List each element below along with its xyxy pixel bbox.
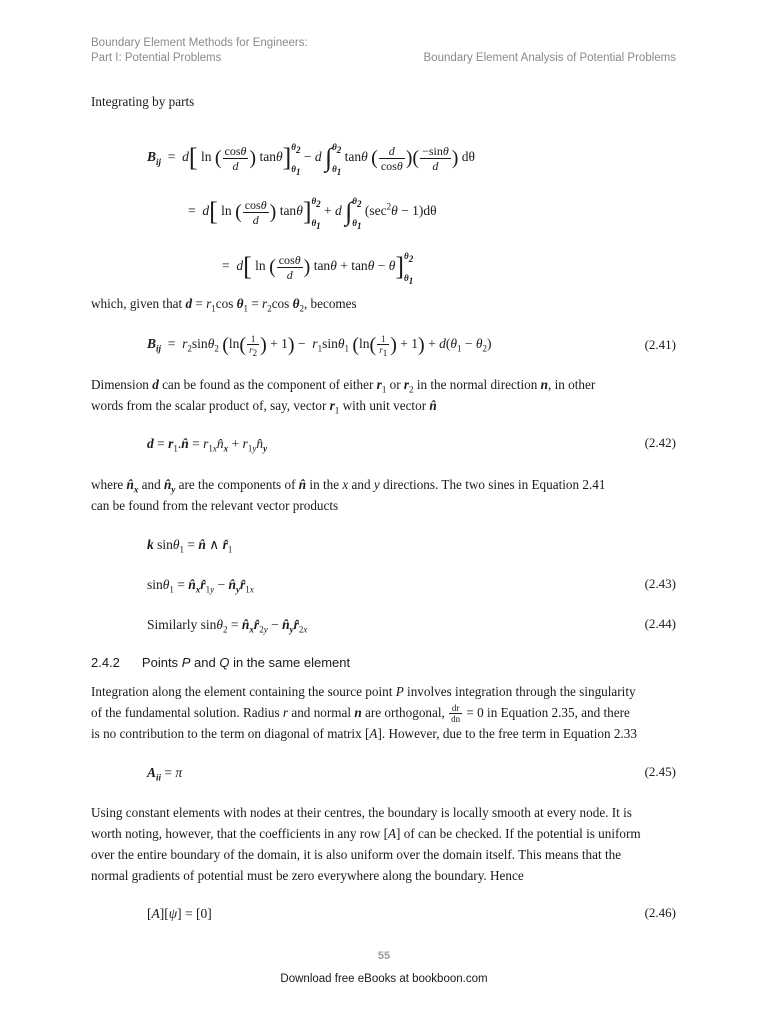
running-header-part: Part I: Potential Problems [91, 52, 222, 64]
equation-2-44: Similarly $\sin\theta_2 = n̂_xr̂_{2y}$ − $n̂_yr̂_{2x}$ [147, 617, 308, 635]
equation-number-2-42: (2.42) [644, 435, 676, 450]
equation-number-2-44: (2.44) [644, 616, 676, 631]
equation-bij-line2: = d[ ln ( $\frac{\cos\theta}{d}$ ) tanθ] $\theta_2$ $\theta_1$ + d ∫ $\theta_2$ $\theta_1$ $(\sec^2\theta - 1)d\theta$ [188, 196, 437, 231]
section-heading: 2.4.2 Points P and Q in the same element [91, 655, 351, 670]
paragraph-integration-line2: of the fundamental solution. Radius r and normal n are orthogonal, $\frac{dr}{dn}$ = 0 in Equation 2.35, and there [91, 703, 630, 725]
running-header-chapter: Boundary Element Analysis of Potential Problems [423, 52, 676, 64]
equation-2-41: $B_{ij} = r_2\sin\theta_2$ (ln( $\frac{1}{r_2}$ ) + $1) - r_1\sin\theta_1$ (ln( $\frac{1}{r_1}$ ) + $1) + d(\theta_1 - \theta_2)$ [147, 333, 492, 359]
equation-2-42: $d = r_1.n̂$ = $r_{1x}n̂_x$ + $r_{1y}n̂_y$ [147, 436, 268, 454]
equation-number-2-46: (2.46) [644, 905, 676, 920]
page-number: 55 [377, 950, 391, 962]
paragraph-where-line1: where $n̂_x$ and $n̂_y$ are the components of n̂ in the x and y directions. The two sines in Equation 2.41 [91, 477, 606, 495]
running-header-book-title: Boundary Element Methods for Engineers: [91, 37, 308, 49]
which-given-text: which, given that $d = r_1\cos$ $\theta_1 = r_2\cos$ $\theta_2$, becomes [91, 296, 357, 314]
paragraph-integration-line1: Integration along the element containing the source point P involves integration through the singularity [91, 684, 636, 699]
equation-2-43: $\sin\theta_1 = n̂_xr̂_{1y}$ − $n̂_yr̂_{1x}$ [147, 577, 254, 595]
intro-text: Integrating by parts [91, 94, 195, 109]
paragraph-constant-line1: Using constant elements with nodes at their centres, the boundary is locally smooth at every node. It is [91, 805, 632, 820]
equation-2-45: $A_{ii} = \pi$ [147, 765, 183, 783]
footer-download-link[interactable]: Download free eBooks at bookboon.com [280, 973, 488, 985]
paragraph-where-line2: can be found from the relevant vector products [91, 498, 339, 513]
equation-number-2-45: (2.45) [644, 764, 676, 779]
paragraph-dimension-line1: Dimension d can be found as the component of either $r_1$ or $r_2$ in the normal direction n, in other [91, 377, 596, 395]
equation-k-sin: k sinθ$_1$ = n̂ ∧ $r̂_1$ [147, 537, 233, 555]
equation-bij-line3: = d[ ln ( $\frac{\cos\theta}{d}$ ) tanθ + tanθ − θ] $\theta_2$ $\theta_1$ [222, 251, 414, 286]
paragraph-dimension-line2: words from the scalar product of, say, vector $r_1$ with unit vector n̂ [91, 398, 437, 416]
equation-bij-line1: $B_{ij} = d$[ ln ( $\frac{\cos\theta}{d}$ ) tanθ] $\theta_2$ $\theta_1$ − d ∫ $\theta_2$ $\theta_1$ tanθ ( $\frac{d}{\cos\theta}$ )( $\frac{-\sin\theta}{d}$ ) dθ [147, 142, 476, 177]
equation-number-2-43: (2.43) [644, 576, 676, 591]
paragraph-constant-line3: over the entire boundary of the domain, it is also uniform over the domain itself. This means that the [91, 847, 622, 862]
equation-2-46: [A][ψ] = [0] [147, 906, 212, 921]
paragraph-constant-line2: worth noting, however, that the coefficients in any row [A] of can be checked. If the potential is uniform [91, 826, 641, 841]
equation-number-2-41: (2.41) [644, 337, 676, 352]
paragraph-integration-line3: is no contribution to the term on diagonal of matrix [A]. However, due to the free term in Equation 2.33 [91, 726, 637, 741]
paragraph-constant-line4: normal gradients of potential must be zero everywhere along the boundary. Hence [91, 868, 524, 883]
